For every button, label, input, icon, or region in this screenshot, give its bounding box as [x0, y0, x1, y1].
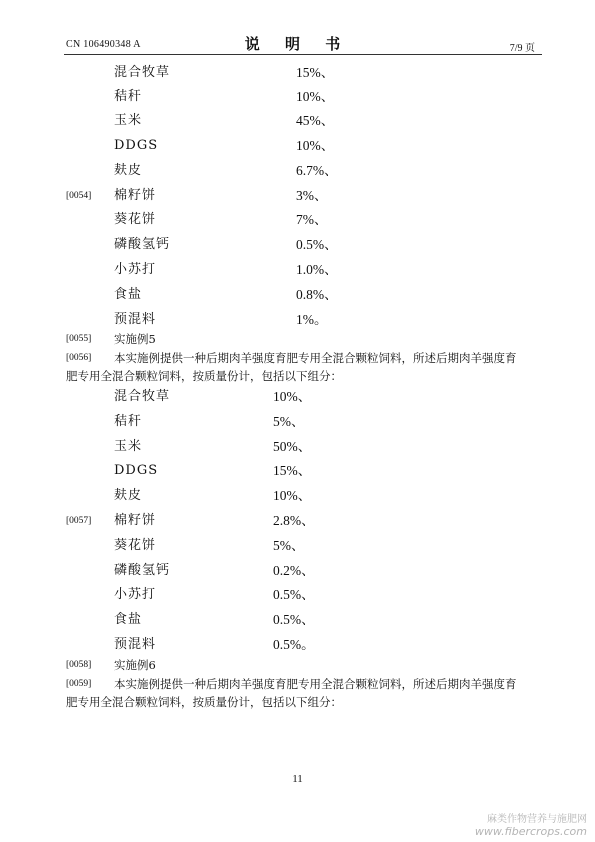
paragraph-0058 [0, 656, 595, 675]
paragraph-0056 [0, 349, 595, 386]
ingredient-value: 1.0%、 [296, 262, 338, 277]
ingredient-name: 磷酸氢钙 [114, 563, 171, 578]
ingredient-name: 混合牧草 [114, 389, 171, 404]
ingredient-value: 45%、 [296, 113, 335, 128]
ingredient-value: 0.5%、 [296, 237, 338, 252]
ingredient-value: 0.5%。 [273, 637, 315, 652]
ingredient-value: 10%、 [296, 89, 335, 104]
ingredient-name: 棉籽饼 [114, 188, 157, 203]
ingredient-name: DDGS [114, 463, 159, 478]
ingredient-value: 15%、 [273, 463, 312, 478]
ingredient-value: 15%、 [296, 65, 335, 80]
watermark-site-name: 麻类作物营养与施肥网 [487, 814, 587, 825]
ingredient-value: 10%、 [273, 488, 312, 503]
paragraph-0055 [0, 330, 595, 349]
ingredient-name: 食盐 [114, 612, 143, 627]
ingredient-value: 7%、 [296, 212, 328, 227]
paragraph-tag: [0058] [66, 660, 92, 670]
ingredient-name: 小苏打 [114, 262, 157, 277]
paragraph-tag: [0056] [66, 353, 92, 363]
ingredient-value: 3%、 [296, 188, 328, 203]
ingredient-value: 2.8%、 [273, 513, 315, 528]
ingredient-value: 10%、 [273, 389, 312, 404]
example-heading: 实施例6 [114, 658, 156, 672]
ingredient-value: 0.5%、 [273, 612, 315, 627]
paragraph-line: 本实施例提供一种后期肉羊强度育肥专用全混合颗粒饲料，所述后期肉羊强度育 [114, 351, 517, 365]
ingredient-name: 棉籽饼 [114, 513, 157, 528]
ingredient-name: 玉米 [114, 439, 143, 454]
page-label: 7/9 页 [509, 43, 535, 54]
watermark [457, 810, 587, 838]
paragraph-line: 肥专用全混合颗粒饲料，按质量份计，包括以下组分： [66, 695, 342, 709]
paragraph-line: 本实施例提供一种后期肉羊强度育肥专用全混合颗粒饲料，所述后期肉羊强度育 [114, 677, 517, 691]
ingredient-value: 50%、 [273, 439, 312, 454]
header-divider [64, 54, 542, 55]
paragraph-tag: [0055] [66, 334, 92, 344]
ingredient-name: 预混料 [114, 312, 157, 327]
document-title: 说 明 书 [244, 35, 351, 53]
ingredient-name: 葵花饼 [114, 212, 157, 227]
paragraph-tag: [0059] [66, 679, 92, 689]
ingredient-name: 秸秆 [114, 89, 143, 104]
ingredient-value: 10%、 [296, 138, 335, 153]
ingredient-name: 玉米 [114, 113, 143, 128]
ingredient-value: 0.5%、 [273, 587, 315, 602]
ingredient-name: DDGS [114, 138, 159, 153]
ingredient-value: 6.7%、 [296, 163, 338, 178]
ingredient-name: 葵花饼 [114, 538, 157, 553]
ingredient-name: 食盐 [114, 287, 143, 302]
example-heading: 实施例5 [114, 332, 156, 346]
ingredient-value: 0.8%、 [296, 287, 338, 302]
paragraph-tag: [0057] [66, 516, 92, 526]
ingredient-name: 麸皮 [114, 163, 143, 178]
ingredient-value: 0.2%、 [273, 563, 315, 578]
watermark-url: www.fibercrops.com [474, 825, 587, 838]
ingredient-name: 小苏打 [114, 587, 157, 602]
ingredient-value: 5%、 [273, 414, 305, 429]
ingredient-name: 预混料 [114, 637, 157, 652]
page-number: 11 [292, 773, 303, 785]
paragraph-line: 肥专用全混合颗粒饲料，按质量份计，包括以下组分： [66, 369, 342, 383]
paragraph-tag: [0054] [66, 191, 92, 201]
ingredient-value: 5%、 [273, 538, 305, 553]
paragraph-0059 [0, 675, 595, 712]
ingredient-value: 1%。 [296, 312, 328, 327]
ingredient-name: 混合牧草 [114, 65, 171, 80]
ingredient-name: 麸皮 [114, 488, 143, 503]
patent-number: CN 106490348 A [66, 39, 141, 50]
ingredient-name: 磷酸氢钙 [114, 237, 171, 252]
ingredient-name: 秸秆 [114, 414, 143, 429]
